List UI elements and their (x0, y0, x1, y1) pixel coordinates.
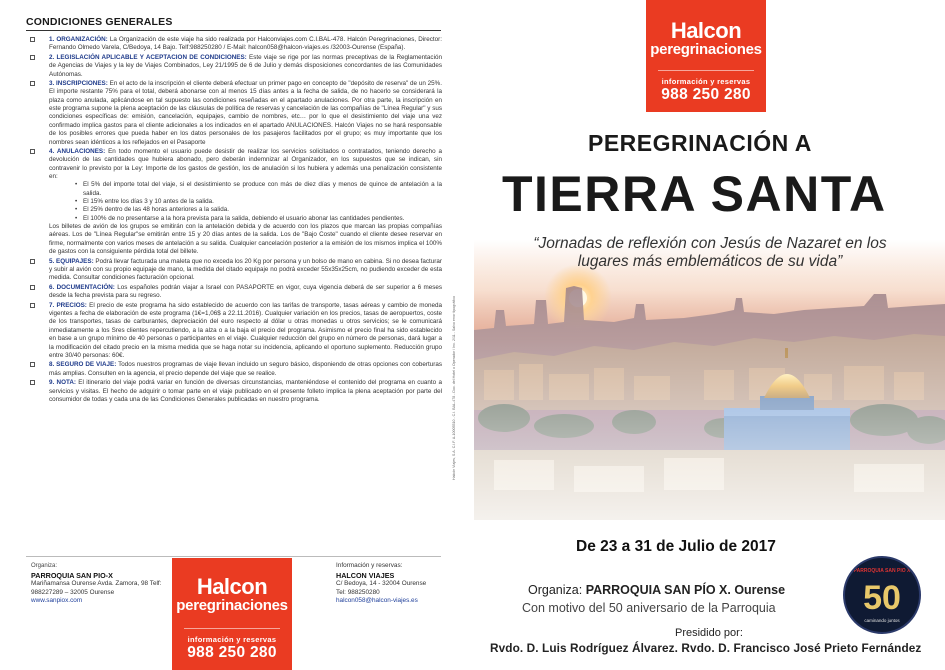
halcon-logo-right (646, 0, 766, 112)
checkbox-icon (30, 55, 35, 60)
list-item: • El 15% entre los días 3 y 10 antes de la salida. (83, 198, 442, 206)
checkbox-icon (30, 37, 35, 42)
cover-page (460, 0, 945, 670)
organizer-label: Organiza: (31, 563, 58, 569)
anniversary-note: Con motivo del 50 aniversario de la Parroquia (522, 601, 776, 615)
clause-5: 5. EQUIPAJES: Podrá llevar facturada una maleta que no exceda los 20 Kg por persona y un bolso de mano en cabina. Si no desea facturar y subir al avión con su propio equipaje de mano, la medida del citado equipaje no podrá exceder 55x35x25cm, no pudiendo exceder de esta medida. Consultar condiciones facturación opcional. (30, 258, 442, 283)
organizer-name: PARROQUIA SAN PIO-X (31, 570, 113, 580)
info-address: C/ Bedoya, 14 - 32004 Ourense (336, 580, 427, 588)
badge-caption: caminando juntos (864, 618, 900, 623)
trip-dates: De 23 a 31 de Julio de 2017 (576, 538, 776, 555)
presiding-priests: Rvdo. D. Luis Rodríguez Álvarez. Rvdo. D. Francisco José Prieto Fernández (490, 641, 922, 655)
list-item: • El 100% de no presentarse a la hora prevista para la salida, debiendo el usuario abonar las cantidades pendientes. (83, 215, 442, 223)
clause-3: 3. INSCRIPCIONES: En el acto de la inscripción el cliente deberá efectuar un primer pago en concepto de "depósito de reserva" de un 25%. El importe restante 75% para el total, deberá abonarse con al menos 15 días antes a la fecha de salida, de no hacerlo se considerará la plaza como anulada, aplicándose en tal supuesto las condiciones reseñadas en el apartado anulaciones. Por otra parte, la inscripción en este programa supone la plena aceptación de las cláusulas de política de reservas y cancelación de las compañías de "Línea Regular" y sus condiciones específicas de: emisión, cancelación, equipajes, cambio de nombres, etc… por lo que el desistimiento del viaje una vez confirmado implica gastos para el cliente adicionales a los indicados en el apartado ANULACIONES. Halcón Viajes no se hará responsable de los posibles errores que pueda haber en los datos personales de los pasajeros facilitados por el grupo; es muy importante que los nombres sean idénticos a los reflejados en el Pasaporte (30, 80, 442, 147)
penalty-list (49, 181, 442, 223)
info-email-link[interactable]: halcon058@halcon-viajes.es (336, 597, 418, 605)
organizer-name: PARROQUIA SAN PÍO X. Ourense (585, 583, 786, 597)
clause-4: 4. ANULACIONES: En todo momento el usuario puede desistir de realizar los servicios solicitados o contratados, teniendo derecho a devolución de las cantidades que hubiera abonado, pero deberán indemnizar al Organizador, en los supuestos que se indican, sin contravenir lo previsto por la Ley: Importe de los gastos de gestión, los de anulación si los hubiera y además una penalización consistente en: • El 5% del importe total del viaje, si el desistimiento se produce con más de diez días y menos de quince de antelación a la salida. • El 15% entre los días 3 y 10 antes de la salida. • El 25% dentro de las 48 horas anteriores a la salida. • El 100% de no presentarse a la hora prevista para la salida, debiendo el usuario abonar las cantidades pendientes. Los billetes de avión de los grupos se emitirán con la antelación debida y de acuerdo con los plazos que marcan las propias compañías aéreas. Los de "Línea Regular"se emitirán entre 15 y 20 días antes de la salida. Los de "Bajo Coste" cuando el cliente desee reservar en firme, normalmente con varios meses de antelación a su salida. Cualquier cancelación posterior a la emisión de los mismos implica el 100% de gastos con la consiguiente pérdida total del billete. (30, 148, 442, 256)
checkbox-icon (30, 149, 35, 154)
halcon-info-label: información y reservas (661, 77, 751, 86)
clause-6: 6. DOCUMENTACIÓN: Los españoles podrán viajar a Israel con PASAPORTE en vigor, cuya vigencia deberá de ser superior a 6 meses desde la fecha prevista para su regreso. (30, 284, 442, 301)
list-item: • El 5% del importe total del viaje, si el desistimiento se produce con más de diez días y menos de quince de antelación a la salida. (83, 181, 442, 198)
conditions-page (0, 0, 458, 670)
halcon-brand: Halcon (670, 18, 742, 43)
info-label: Información y reservas: (336, 562, 403, 569)
footer-divider (26, 556, 441, 557)
clause-4-tail: Los billetes de avión de los grupos se emitirán con la antelación debida y de acuerdo con los plazos que marcan las propias compañías aéreas. Los de "Línea Regular"se emitirán entre 15 y 20 días antes de la salida. Los de "Bajo Coste" cuando el cliente desee reservar en firme, normalmente con varios meses de antelación a su salida. Cualquier cancelación posterior a la emisión de los mismos implica el 100% de gastos con la consiguiente pérdida total del billete. (49, 223, 442, 256)
halcon-phone[interactable]: 988 250 280 (661, 86, 751, 103)
conditions-list (30, 36, 442, 405)
clause-9: 9. NOTA: El itinerario del viaje podrá variar en función de diversas circunstancias, manteniéndose el contenido del programa en cuanto a servicios y visitas. El hecho de adquirir o tomar parte en el viaje publicado en el presente folleto implica la plena aceptación por parte del consumidor de todas y cada una de las Condiciones Generales publicadas en nuestro programa. (30, 379, 442, 404)
cover-title-small: PEREGRINACIÓN A (588, 130, 812, 156)
presided-label: Presidido por: (675, 627, 743, 639)
info-box (336, 562, 444, 606)
cover-organizer (528, 583, 785, 597)
halcon-brand: Halcon (196, 574, 268, 599)
cover-quote: “Jornadas de reflexión con Jesús de Nazaret en los lugares más emblemáticos de su vida” (533, 235, 887, 270)
vertical-legal-note: Halcón Viajes, S.A. C.I.F. A-10005510 - C.I. BAL-478 - Doc. del Hotel o Operador / Inc. 2/11 - Salvo error tipográfico (452, 295, 456, 480)
organizer-web-link[interactable]: www.sanpiox.com (31, 597, 83, 605)
badge-arc-text: PARROQUIA SAN PIO X (853, 568, 911, 574)
halcon-sub: peregrinaciones (650, 41, 762, 58)
info-phone: Tel: 988250280 (336, 588, 380, 596)
title-divider (26, 30, 441, 31)
checkbox-icon (30, 362, 35, 367)
organizer-label: Organiza: (528, 583, 583, 597)
logo-divider (658, 70, 754, 71)
checkbox-icon (30, 81, 35, 86)
checkbox-icon (30, 285, 35, 290)
clause-7: 7. PRECIOS: El precio de este programa ha sido establecido de acuerdo con las tarifas de transporte, tasas aéreas y cambio de moneda vigentes a fecha de elaboración de este programa (1€=1,06$ a 22.11.2016). Cualquier variación en los precios, tasas de aeropuertos, coste de los transportes, tasas de carburantes, depreciación del euro respecto al dólar u otras monedas u otros servicios; se le comunicará inmediatamente a los Sres clientes repercutiendo, a la alza o a la baja el precio del programa. Asimismo el precio final ha sido establecido en base a un grupo mínimo de 40 personas o participantes en el viaje. Cualquier reducción del grupo en número de personas, dará lugar a la modificación del citado precio en la misma medida que se haga notar su incidencia, aplicando el oportuno suplemento. Reducción grupo entre 30/40 personas: 60€. (30, 302, 442, 360)
list-item: • El 25% dentro de las 48 horas anteriores a la salida. (83, 206, 442, 214)
clause-1: 1. ORGANIZACIÓN: La Organización de este viaje ha sido realizada por Halconviajes.com C.I.BAL-478. Halcón Peregrinaciones, Director: Fernando Olmedo Varela, C/Bedoya, 14 Bajo. Telf:988250280 / E-Mail: halcon058@halcon-viajes.es /32003-Ourense (España). (30, 36, 442, 53)
halcon-info-label: información y reservas (187, 635, 277, 644)
jerusalem-skyline-image (474, 240, 945, 520)
halcon-sub: peregrinaciones (176, 597, 288, 614)
clause-2: 2. LEGISLACIÓN APLICABLE Y ACEPTACION DE CONDICIONES: Este viaje se rige por las normas preceptivas de la Reglamentación de Agencias de Viajes y la ley de Viajes Combinados, Ley 21/1995 de 6 de Julio y demás disposiciones concordantes de las Comunidades Autónomas. (30, 54, 442, 79)
info-name: HALCON VIAJES (336, 570, 395, 580)
checkbox-icon (30, 259, 35, 264)
organizer-box (31, 562, 171, 606)
jerusalem-photo (474, 240, 945, 520)
organizer-address: Mariñamansa Ourense Avda. Zamora, 98 Telf: 988227289 – 32005 Ourense (31, 580, 162, 596)
cover-title-big: TIERRA SANTA (502, 166, 887, 222)
checkbox-icon (30, 303, 35, 308)
checkbox-icon (30, 380, 35, 385)
conditions-title: CONDICIONES GENERALES (26, 16, 173, 28)
clause-8: 8. SEGURO DE VIAJE: Todos nuestros programas de viaje llevan incluido un seguro básico, disponiendo de otras opciones con coberturas más amplias. Consulten en la agencia, el precio depende del viaje que se realice. (30, 361, 442, 378)
logo-divider (184, 628, 280, 629)
halcon-phone[interactable]: 988 250 280 (187, 644, 277, 661)
badge-number: 50 (863, 579, 901, 617)
anniversary-badge (843, 556, 921, 634)
halcon-logo-left (172, 558, 292, 670)
